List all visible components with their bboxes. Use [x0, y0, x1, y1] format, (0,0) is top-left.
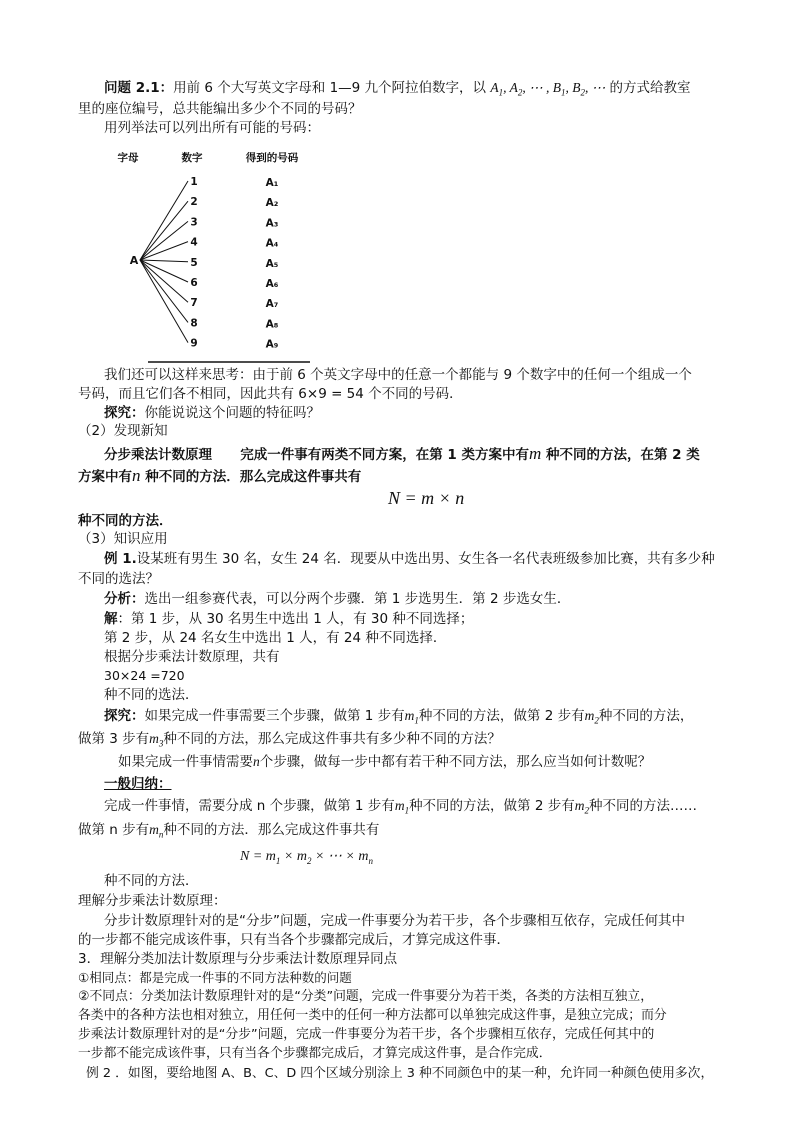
example1-text: 设某班有男生 30 名，女生 24 名．现要从中选出男、女生各一名代表班级参加比赛，共有多少种: [136, 551, 715, 567]
explore2-n-b: 个步骤，做每一步中都有若干种不同方法，那么应当如何计数呢？: [259, 754, 652, 770]
solution-text: ：第 1 步，从 30 名男生中选出 1 人，有 30 种不同选择；: [117, 611, 474, 627]
problem-label: 问题 2.1：: [104, 80, 174, 96]
example1-line-1: [104, 549, 715, 569]
principle-text-4: 种不同的方法．那么完成这件事共有: [145, 469, 362, 485]
understand-title: 理解分步乘法计数原理：: [78, 893, 227, 909]
general-t1: 完成一件事情，需要分成 n 个步骤，做第 1 步有: [104, 798, 395, 814]
diagram-digit: 1: [190, 176, 198, 188]
diagram-digit: 5: [190, 256, 198, 269]
understand-line-1: 分步计数原理针对的是“分步”问题，完成一件事要分为若干步，各个步骤相互依存，完成任何其中: [104, 913, 685, 929]
m2-math: $m_2$: [584, 708, 599, 726]
diagram-digit: 2: [190, 196, 198, 209]
diagram-digit: 8: [190, 317, 198, 330]
compare-title: 3．理解分类加法计数原理与分步乘法计数原理异同点: [78, 951, 398, 967]
principle-formula: N = m × n: [388, 488, 465, 508]
explore-label: 探究：: [104, 405, 145, 421]
think-line-1: 我们还可以这样来思考：由于前 6 个英文字母中的任意一个都能与 9 个数字中的任何一个组成一个: [104, 367, 692, 383]
gmn-math: $m_n$: [149, 822, 164, 840]
solution-step-3: 根据分步乘法计数原理，共有: [104, 649, 280, 665]
general-t4: 做第 n 步有: [78, 822, 150, 838]
diagram-root-label: A: [129, 254, 139, 267]
explore2-line-1: [104, 706, 693, 726]
diagram-code: A₈: [265, 318, 279, 331]
diagram-branch-line: [140, 260, 188, 302]
gm1-math: $m_1$: [394, 798, 410, 816]
diagram-branch-line: [140, 221, 188, 260]
problem-codes-math: $A_1$, $A_2$, ⋯ , $B_1$, $B_2$, ⋯: [490, 80, 606, 98]
solution-step-2: 第 2 步，从 24 名女生中选出 1 人，有 24 种不同选择．: [104, 630, 447, 646]
explore2-t3: 种不同的方法，: [598, 708, 694, 724]
diagram-header: 数字: [181, 152, 203, 164]
diagram-branch-line: [140, 260, 188, 322]
compare-diff-3: 步乘法计数原理针对的是“分步”问题，完成一件事要分为若干步，各个步骤相互依存，完成任何其中的: [78, 1027, 655, 1042]
principle-line-1: [104, 444, 700, 465]
problem-line-1: [104, 78, 691, 98]
explore2-t1: 如果完成一件事需要三个步骤，做第 1 步有: [144, 708, 405, 724]
principle-line-2: [78, 466, 361, 487]
example2-line: 例 2 ．如图，要给地图 A、B、C、D 四个区域分别涂上 3 种不同颜色中的某一种，允许同一种颜色使用多次，: [86, 1066, 714, 1081]
explore2-n-a: 如果完成一件事情需要: [118, 754, 253, 770]
problem-text-a: 用前 6 个大写英文字母和 1—9 九个阿拉伯数字，以: [173, 80, 491, 96]
think-line-2: 号码，而且它们各不相同，因此共有 6×9 = 54 个不同的号码．: [78, 386, 463, 402]
principle-var-n: n: [132, 466, 141, 485]
diagram-code: A₇: [265, 298, 279, 311]
general-t2: 种不同的方法，做第 2 步有: [409, 798, 575, 814]
diagram-digit: 4: [190, 236, 198, 249]
diagram-header: 字母: [117, 152, 139, 164]
compare-same: ①相同点：都是完成一件事的不同方法种数的问题: [78, 970, 352, 985]
diagram-code: A₆: [265, 278, 279, 290]
general-line-1: [104, 796, 697, 816]
m1-math: $m_1$: [404, 708, 419, 726]
general-formula: $N = m_1 \times m_2$ × ⋯ × $m_n$: [240, 849, 373, 866]
analysis-line: [104, 589, 570, 609]
compare-diff-2: 各类中的各种方法也相对独立，用任何一类中的任何一种方法都可以单独完成这件事，是独立完成；而分: [78, 1008, 667, 1023]
principle-name: 分步乘法计数原理: [104, 447, 212, 463]
problem-line-2: 里的座位编号，总共能编出多少个不同的号码？: [78, 101, 362, 117]
diagram-branch-line: [140, 260, 188, 343]
explore-text: 你能说说这个问题的特征吗？: [144, 405, 320, 421]
diagram-header: 得到的号码: [245, 152, 299, 164]
diagram-code: A₃: [265, 217, 279, 230]
explore-line: [104, 403, 320, 423]
explore2-label: 探究：: [104, 708, 145, 724]
principle-text-3: 方案中有: [78, 469, 132, 485]
diagram-branch-line: [140, 181, 188, 260]
example1-line-2: 不同的选法？: [78, 571, 159, 587]
problem-line-3: 用列举法可以列出所有可能的号码：: [104, 120, 320, 136]
diagram-branch-line: [140, 260, 188, 262]
solution-line: [104, 609, 473, 629]
solution-end: 种不同的选法．: [104, 687, 199, 703]
general-t3: 种不同的方法……: [588, 798, 697, 814]
general-t5: 种不同的方法．那么完成这件事共有: [163, 822, 380, 838]
diagram-code: A₉: [265, 338, 279, 351]
diagram-digit: 6: [190, 277, 198, 289]
enumeration-tree-diagram: [100, 148, 320, 366]
general-line-2: [78, 820, 379, 840]
diagram-digit: 3: [190, 216, 198, 229]
understand-line-2: 的一步都不能完成该件事，只有当各个步骤都完成后，才算完成这件事．: [78, 932, 510, 948]
explore2-line-2: [78, 729, 501, 749]
explore2-t4: 做第 3 步有: [78, 731, 150, 747]
gm2-math: $m_2$: [574, 798, 589, 816]
diagram-code: A₅: [265, 257, 279, 270]
principle-text-1: 完成一件事有两类不同方案，在第 1 类方案中有: [240, 447, 529, 463]
principle-text-2: 种不同的方法，在第 2 类: [545, 447, 700, 463]
general-title: 一般归纳：: [104, 776, 172, 792]
solution-label: 解: [104, 611, 118, 627]
explore2-t5: 种不同的方法，那么完成这件事共有多少种不同的方法？: [163, 731, 501, 747]
section-2-title: （2）发现新知: [78, 423, 168, 439]
problem-text-b: 的方式给教室: [605, 80, 691, 96]
analysis-label: 分析：: [104, 591, 145, 607]
diagram-code: A₁: [265, 177, 279, 189]
diagram-digit: 9: [190, 337, 198, 350]
compare-diff-1: ②不同点：分类加法计数原理针对的是“分类”问题，完成一件事要分为若干类，各类的方法相互独立，: [78, 989, 653, 1004]
example1-label: 例 1.: [104, 551, 137, 567]
principle-tail: 种不同的方法．: [78, 513, 173, 529]
compare-diff-4: 一步都不能完成该件事，只有当各个步骤都完成后，才算完成这件事，是合作完成．: [78, 1046, 552, 1061]
diagram-digit: 7: [190, 297, 198, 310]
analysis-text: 选出一组参赛代表，可以分两个步骤．第 1 步选男生．第 2 步选女生．: [144, 591, 571, 607]
explore2-t2: 种不同的方法，做第 2 步有: [418, 708, 585, 724]
general-tail: 种不同的方法．: [104, 873, 199, 889]
diagram-code: A₄: [265, 237, 279, 250]
section-3-title: （3）知识应用: [78, 531, 168, 547]
diagram-branch-line: [140, 260, 188, 282]
diagram-code: A₂: [265, 197, 279, 210]
solution-calc: 30×24 =720: [104, 668, 185, 683]
explore2-n-var: n: [253, 754, 260, 769]
explore2-line-3: [118, 752, 651, 772]
m3-math: $m_3$: [149, 731, 164, 749]
principle-var-m: m: [529, 444, 542, 463]
